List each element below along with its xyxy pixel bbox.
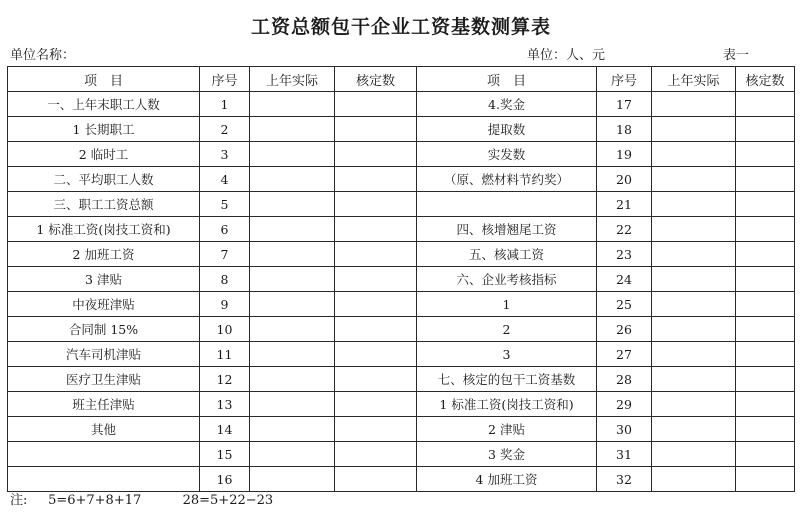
right-seq: 32 xyxy=(597,467,652,492)
header-seq-right: 序号 xyxy=(597,67,652,92)
right-item-name: 3 xyxy=(417,342,597,367)
footnote xyxy=(10,489,273,508)
right-last-year-cell xyxy=(652,267,736,292)
left-last-year-cell xyxy=(250,267,335,292)
right-item-name: 四、核增翘尾工资 xyxy=(417,217,597,242)
note-formula-2: 28=5+22−23 xyxy=(182,493,274,508)
right-seq: 24 xyxy=(597,267,652,292)
right-item-name: （原、燃材料节约奖） xyxy=(417,167,597,192)
right-item-name: 实发数 xyxy=(417,142,597,167)
right-last-year-cell xyxy=(652,342,736,367)
left-item-name: 一、上年末职工人数 xyxy=(8,92,200,117)
table-row xyxy=(8,392,795,417)
right-last-year-cell xyxy=(652,292,736,317)
right-last-year-cell xyxy=(652,442,736,467)
left-seq: 15 xyxy=(200,442,250,467)
left-item-name xyxy=(8,442,200,467)
table-row xyxy=(8,117,795,142)
left-item-name: 2 临时工 xyxy=(8,142,200,167)
left-approved-cell xyxy=(335,142,417,167)
left-item-name: 医疗卫生津贴 xyxy=(8,367,200,392)
right-approved-cell xyxy=(736,92,795,117)
left-last-year-cell xyxy=(250,292,335,317)
left-approved-cell xyxy=(335,292,417,317)
left-approved-cell xyxy=(335,342,417,367)
table-row xyxy=(8,217,795,242)
left-item-name: 1 标准工资(岗技工资和) xyxy=(8,217,200,242)
left-seq: 14 xyxy=(200,417,250,442)
right-seq: 19 xyxy=(597,142,652,167)
right-last-year-cell xyxy=(652,142,736,167)
note-formula-1: 5=6+7+8+17 xyxy=(48,493,142,508)
table-row xyxy=(8,442,795,467)
left-approved-cell xyxy=(335,117,417,142)
left-seq: 8 xyxy=(200,267,250,292)
right-seq: 31 xyxy=(597,442,652,467)
unit-label: 单位：人、元 xyxy=(527,48,606,63)
table-row xyxy=(8,417,795,442)
right-approved-cell xyxy=(736,367,795,392)
left-last-year-cell xyxy=(250,417,335,442)
left-item-name: 2 加班工资 xyxy=(8,242,200,267)
right-item-name: 六、企业考核指标 xyxy=(417,267,597,292)
right-approved-cell xyxy=(736,317,795,342)
right-last-year-cell xyxy=(652,117,736,142)
left-approved-cell xyxy=(335,267,417,292)
right-last-year-cell xyxy=(652,217,736,242)
header-approved-right: 核定数 xyxy=(736,67,795,92)
right-last-year-cell xyxy=(652,392,736,417)
left-last-year-cell xyxy=(250,367,335,392)
left-seq: 12 xyxy=(200,367,250,392)
table-row xyxy=(8,267,795,292)
table-row xyxy=(8,142,795,167)
right-item-name: 4 加班工资 xyxy=(417,467,597,492)
right-item-name: 1 xyxy=(417,292,597,317)
right-last-year-cell xyxy=(652,92,736,117)
right-last-year-cell xyxy=(652,242,736,267)
table-row xyxy=(8,292,795,317)
header-row xyxy=(8,67,795,92)
table-row xyxy=(8,92,795,117)
left-approved-cell xyxy=(335,242,417,267)
left-approved-cell xyxy=(335,317,417,342)
header-item-left: 项 目 xyxy=(8,67,200,92)
left-seq: 2 xyxy=(200,117,250,142)
left-approved-cell xyxy=(335,167,417,192)
table-row xyxy=(8,467,795,492)
right-seq: 21 xyxy=(597,192,652,217)
right-item-name: 2 xyxy=(417,317,597,342)
table-number: 表一 xyxy=(723,48,750,63)
right-seq: 28 xyxy=(597,367,652,392)
right-seq: 23 xyxy=(597,242,652,267)
page-title: 工资总额包干企业工资基数测算表 xyxy=(250,16,551,38)
left-seq: 10 xyxy=(200,317,250,342)
left-seq: 11 xyxy=(200,342,250,367)
right-seq: 27 xyxy=(597,342,652,367)
right-approved-cell xyxy=(736,117,795,142)
right-seq: 30 xyxy=(597,417,652,442)
left-item-name: 中夜班津贴 xyxy=(8,292,200,317)
table-row xyxy=(8,242,795,267)
left-last-year-cell xyxy=(250,192,335,217)
right-approved-cell xyxy=(736,142,795,167)
right-approved-cell xyxy=(736,167,795,192)
left-seq: 6 xyxy=(200,217,250,242)
right-approved-cell xyxy=(736,467,795,492)
right-seq: 17 xyxy=(597,92,652,117)
left-last-year-cell xyxy=(250,442,335,467)
right-seq: 22 xyxy=(597,217,652,242)
left-approved-cell xyxy=(335,192,417,217)
left-last-year-cell xyxy=(250,167,335,192)
right-item-name: 3 奖金 xyxy=(417,442,597,467)
left-last-year-cell xyxy=(250,217,335,242)
left-approved-cell xyxy=(335,467,417,492)
table-row xyxy=(8,192,795,217)
left-item-name: 其他 xyxy=(8,417,200,442)
left-item-name: 1 长期职工 xyxy=(8,117,200,142)
right-last-year-cell xyxy=(652,417,736,442)
right-last-year-cell xyxy=(652,167,736,192)
right-approved-cell xyxy=(736,342,795,367)
unit-name-label: 单位名称： xyxy=(10,48,76,63)
note-label: 注: xyxy=(10,493,28,508)
left-item-name: 三、职工工资总额 xyxy=(8,192,200,217)
left-item-name: 班主任津贴 xyxy=(8,392,200,417)
right-last-year-cell xyxy=(652,192,736,217)
left-last-year-cell xyxy=(250,92,335,117)
left-last-year-cell xyxy=(250,467,335,492)
right-item-name: 提取数 xyxy=(417,117,597,142)
left-last-year-cell xyxy=(250,392,335,417)
left-seq: 5 xyxy=(200,192,250,217)
right-approved-cell xyxy=(736,242,795,267)
left-item-name xyxy=(8,467,200,492)
header-approved-left: 核定数 xyxy=(335,67,417,92)
right-approved-cell xyxy=(736,267,795,292)
left-last-year-cell xyxy=(250,142,335,167)
right-seq: 29 xyxy=(597,392,652,417)
left-last-year-cell xyxy=(250,342,335,367)
left-seq: 13 xyxy=(200,392,250,417)
right-approved-cell xyxy=(736,442,795,467)
left-last-year-cell xyxy=(250,117,335,142)
header-seq-left: 序号 xyxy=(200,67,250,92)
left-item-name: 二、平均职工人数 xyxy=(8,167,200,192)
left-approved-cell xyxy=(335,367,417,392)
right-approved-cell xyxy=(736,292,795,317)
left-approved-cell xyxy=(335,92,417,117)
left-seq: 3 xyxy=(200,142,250,167)
right-item-name: 五、核减工资 xyxy=(417,242,597,267)
left-last-year-cell xyxy=(250,317,335,342)
right-seq: 25 xyxy=(597,292,652,317)
header-item-right: 项 目 xyxy=(417,67,597,92)
right-seq: 18 xyxy=(597,117,652,142)
right-seq: 26 xyxy=(597,317,652,342)
left-approved-cell xyxy=(335,217,417,242)
left-item-name: 3 津贴 xyxy=(8,267,200,292)
right-approved-cell xyxy=(736,417,795,442)
header-last-year-left: 上年实际 xyxy=(250,67,335,92)
right-approved-cell xyxy=(736,217,795,242)
left-last-year-cell xyxy=(250,242,335,267)
table-row xyxy=(8,317,795,342)
left-approved-cell xyxy=(335,442,417,467)
right-last-year-cell xyxy=(652,367,736,392)
left-approved-cell xyxy=(335,417,417,442)
left-item-name: 汽车司机津贴 xyxy=(8,342,200,367)
right-item-name xyxy=(417,192,597,217)
table-row xyxy=(8,367,795,392)
right-item-name: 1 标准工资(岗技工资和) xyxy=(417,392,597,417)
table-row xyxy=(8,342,795,367)
left-seq: 7 xyxy=(200,242,250,267)
right-seq: 20 xyxy=(597,167,652,192)
right-item-name: 2 津贴 xyxy=(417,417,597,442)
header-last-year-right: 上年实际 xyxy=(652,67,736,92)
right-approved-cell xyxy=(736,392,795,417)
left-item-name: 合同制 15% xyxy=(8,317,200,342)
right-item-name: 4.奖金 xyxy=(417,92,597,117)
right-last-year-cell xyxy=(652,317,736,342)
left-seq: 9 xyxy=(200,292,250,317)
right-item-name: 七、核定的包干工资基数 xyxy=(417,367,597,392)
calculation-table xyxy=(7,66,795,492)
left-seq: 4 xyxy=(200,167,250,192)
right-last-year-cell xyxy=(652,467,736,492)
right-approved-cell xyxy=(736,192,795,217)
left-seq: 1 xyxy=(200,92,250,117)
left-approved-cell xyxy=(335,392,417,417)
left-seq: 16 xyxy=(200,467,250,492)
table-row xyxy=(8,167,795,192)
